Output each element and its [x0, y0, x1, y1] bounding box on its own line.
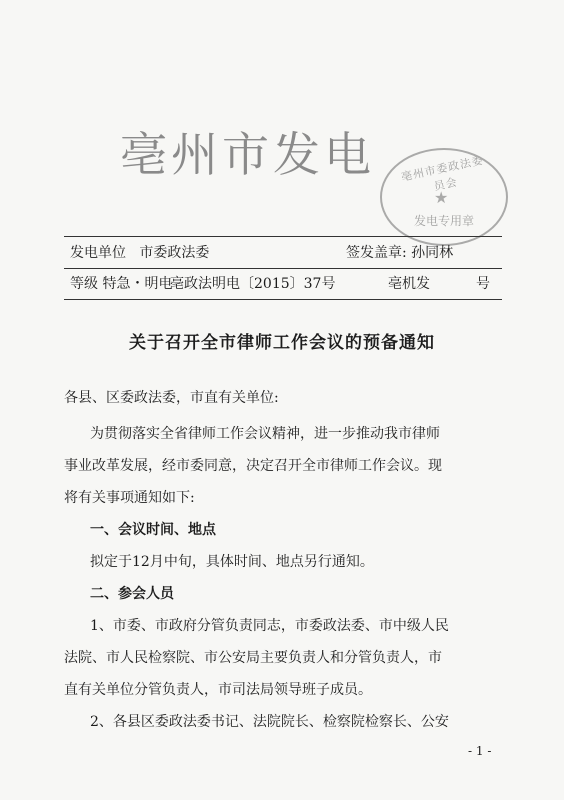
- sender-label: 发电单位: [70, 245, 126, 261]
- document-title: 关于召开全市律师工作会议的预备通知: [129, 333, 435, 353]
- signer: [346, 238, 453, 268]
- intro-line-3: 将有关事项通知如下:: [64, 490, 195, 506]
- sender: [70, 238, 209, 268]
- header-row-sender: [64, 238, 502, 268]
- item-1-line-3: 直有关单位分管负责人，市司法局领导班子成员。: [64, 682, 372, 698]
- header-row-grade: [64, 269, 502, 299]
- doc-number: 亳政法明电〔2015〕37号: [170, 276, 336, 292]
- issuer: 亳机发: [388, 276, 430, 292]
- section-1-text: 拟定于12月中旬，具体时间、地点另行通知。: [90, 554, 374, 570]
- item-1-line-1: 1、市委、市政府分管负责同志，市委政法委、市中级人民: [90, 618, 449, 634]
- section-2-heading: 二、参会人员: [90, 586, 174, 602]
- page-number: - 1 -: [468, 744, 492, 758]
- grade: 等级 特急・明电: [70, 276, 173, 292]
- section-1-heading: 一、会议时间、地点: [90, 522, 216, 538]
- masthead-title: 亳州市发电: [120, 128, 375, 183]
- salutation: 各县、区委政法委，市直有关单位:: [64, 390, 279, 406]
- issuer-hao: 号: [476, 276, 490, 292]
- item-1-line-2: 法院、市人民检察院、市公安局主要负责人和分管负责人，市: [64, 650, 442, 666]
- official-seal: [380, 148, 508, 246]
- sender-value: 市委政法委: [139, 245, 210, 261]
- seal-label: 发电专用章: [413, 214, 474, 228]
- header-rule-top: [64, 236, 502, 237]
- signer-label: 签发盖章:: [346, 245, 407, 261]
- seal-arc-text: 亳州市委政法委员会: [400, 153, 485, 194]
- item-2-line-1: 2、各县区委政法委书记、法院院长、检察院检察长、公安: [90, 714, 449, 730]
- intro-line-1: 为贯彻落实全省律师工作会议精神，进一步推动我市律师: [90, 426, 440, 442]
- star-icon: ★: [434, 188, 449, 207]
- header-rule-bottom: [64, 299, 502, 300]
- intro-line-2: 事业改革发展，经市委同意，决定召开全市律师工作会议。现: [64, 458, 442, 474]
- signer-value: 孙同林: [411, 245, 454, 261]
